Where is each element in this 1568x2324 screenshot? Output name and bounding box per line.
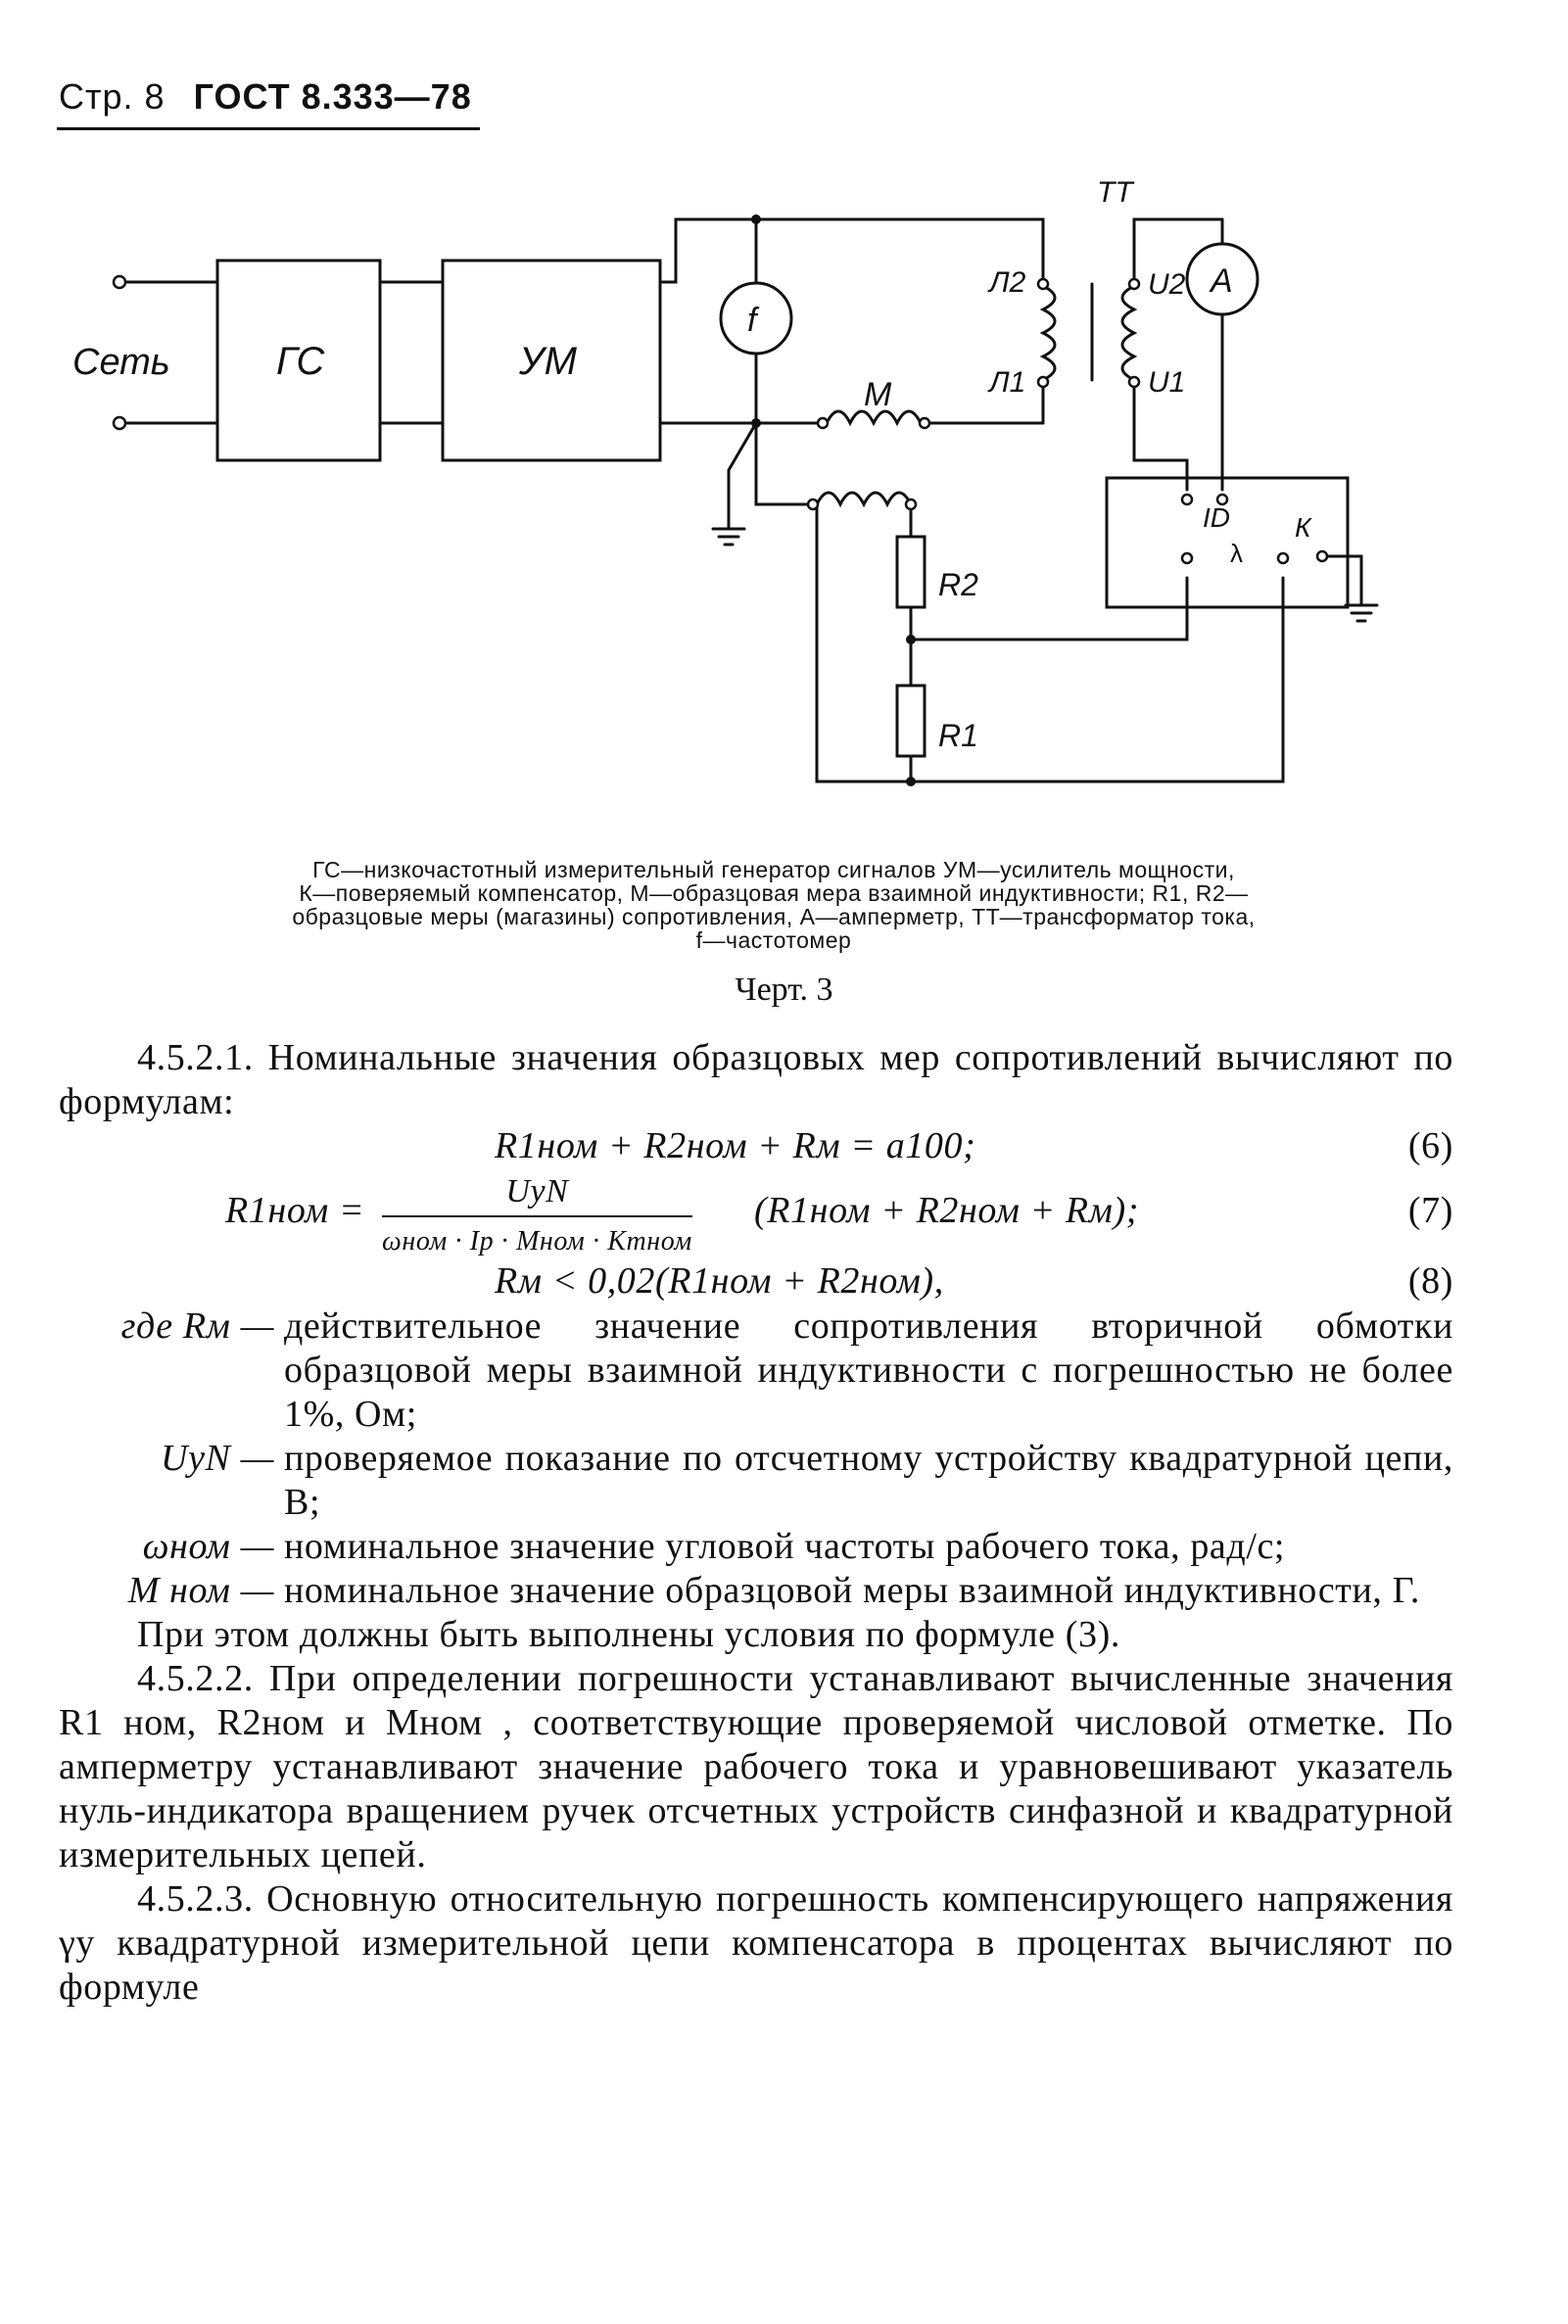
schematic — [59, 166, 1449, 852]
definition-term: где Rм — — [120, 1305, 274, 1347]
formula-6-number: (6) — [1407, 1125, 1453, 1166]
terminal-lambda-2 — [1278, 553, 1288, 563]
terminal — [920, 418, 929, 428]
formula-7-rhs: (R1ном + R2ном + Rм); — [754, 1190, 1140, 1231]
definition-item — [59, 1569, 1453, 1613]
terminal-u1 — [1129, 377, 1139, 387]
definition-item — [59, 1304, 1453, 1437]
definition-text: проверяемое показание по отсчетному устройству квадратурной цепи, В; — [284, 1438, 1453, 1523]
terminal-ground — [1317, 551, 1327, 561]
definition-text: номинальное значение угловой частоты рабочего тока, рад/с; — [284, 1526, 1286, 1567]
standard-number: ГОСТ 8.333—78 — [193, 76, 472, 117]
generator-label: ГС — [276, 340, 325, 383]
formula-8-expr: Rм < 0,02(R1ном + R2ном), — [495, 1260, 944, 1302]
caption-line: ГС—низкочастотный измерительный генератор сигналов УМ—усилитель мощности, — [312, 857, 1235, 882]
transformer-label: ТТ — [1097, 176, 1133, 209]
caption-line: f—частотомер — [695, 927, 852, 953]
terminal — [906, 499, 916, 509]
formula-7-lhs: R1ном = — [225, 1190, 365, 1231]
l1-label: Л1 — [989, 366, 1026, 399]
paragraph-4-5-2-1: 4.5.2.1. Номинальные значения образцовых мер сопротивлений вычисляют по формулам: — [59, 1037, 1453, 1122]
formula-7 — [59, 1169, 1453, 1259]
formula-7-numerator: UyN — [382, 1169, 692, 1217]
caption-line: К—поверяемый компенсатор, М—образцовая мера взаимной индуктивности; R1, R2— — [299, 880, 1249, 906]
definitions-list — [59, 1304, 1453, 1613]
definition-item — [59, 1525, 1453, 1569]
definition-text: действительное значение сопротивления вторичной обмотки образцовой меры взаимной индуктивности с погрешностью не более 1%, Ом; — [284, 1305, 1453, 1435]
r2-label: R2 — [938, 567, 978, 602]
terminal-lambda-1 — [1182, 553, 1192, 563]
terminal — [808, 499, 818, 509]
definition-term: UyN — — [161, 1438, 274, 1479]
page-header — [59, 76, 472, 118]
definition-term: M ном — — [127, 1570, 274, 1611]
terminal-l2 — [1038, 279, 1048, 289]
figure-number: Черт. 3 — [735, 972, 833, 1008]
ammeter-label: A — [1211, 262, 1233, 300]
node — [906, 635, 916, 644]
caption-line: образцовые меры (магазины) сопротивления, А—амперметр, ТТ—трансформатор тока, — [292, 904, 1256, 929]
lambda-label: λ — [1230, 539, 1243, 568]
formula-7-fraction — [382, 1169, 692, 1263]
formula-6 — [59, 1124, 1453, 1169]
r1-label: R1 — [938, 718, 978, 753]
header-rule — [57, 127, 480, 130]
paragraph-4-5-2-2: 4.5.2.2. При определении погрешности устанавливают вычисленные значения R1 ном, R2ном и Mном , соответствующие проверяемой числовой отметке. По амперметру устанавливают значение рабочего тока и уравновешивают указатель нуль-индикатора вращением ручек отсчетных устройств синфазной и квадратурной измерительных цепей. — [59, 1658, 1453, 1875]
l2-label: Л2 — [989, 266, 1026, 299]
node — [906, 777, 916, 786]
net-terminal — [114, 276, 125, 288]
terminal-u2 — [1129, 279, 1139, 289]
node — [751, 214, 761, 224]
paragraph-conditions: При этом должны быть выполнены условия по формуле (3). — [137, 1614, 1120, 1655]
net-terminal — [114, 417, 125, 429]
schematic-background — [59, 166, 1449, 852]
terminal-l1 — [1038, 377, 1048, 387]
formula-7-number: (7) — [1407, 1190, 1453, 1231]
figure-caption — [108, 858, 1440, 952]
amplifier-label: УМ — [519, 340, 577, 383]
net-label: Сеть — [72, 342, 170, 383]
paragraph-4-5-2-3: 4.5.2.3. Основную относительную погрешность компенсирующего напряжения γу квадратурной измерительной цепи компенсатора в процентах вычисляют по формуле — [59, 1878, 1453, 2008]
compensator-label: К — [1295, 512, 1311, 543]
formula-6-expr: R1ном + R2ном + Rм = a100; — [495, 1125, 976, 1166]
u2-label: U2 — [1148, 268, 1186, 301]
terminal-id-1 — [1182, 495, 1192, 504]
definition-item — [59, 1437, 1453, 1525]
inductor-m-label: M — [864, 376, 892, 413]
terminal — [818, 418, 828, 428]
frequency-meter-label: f — [747, 302, 757, 339]
node — [751, 418, 761, 428]
formula-7-denominator: ωном · Iр · Mном · Kтном — [382, 1226, 692, 1257]
formula-8-number: (8) — [1407, 1260, 1453, 1302]
definition-term: ωном — — [142, 1526, 274, 1567]
formula-8 — [59, 1259, 1453, 1304]
body-text — [59, 1036, 1453, 2010]
id-label: ID — [1203, 502, 1230, 533]
u1-label: U1 — [1148, 366, 1186, 399]
page-number: Стр. 8 — [59, 76, 166, 117]
definition-text: номинальное значение образцовой меры взаимной индуктивности, Г. — [284, 1570, 1421, 1611]
